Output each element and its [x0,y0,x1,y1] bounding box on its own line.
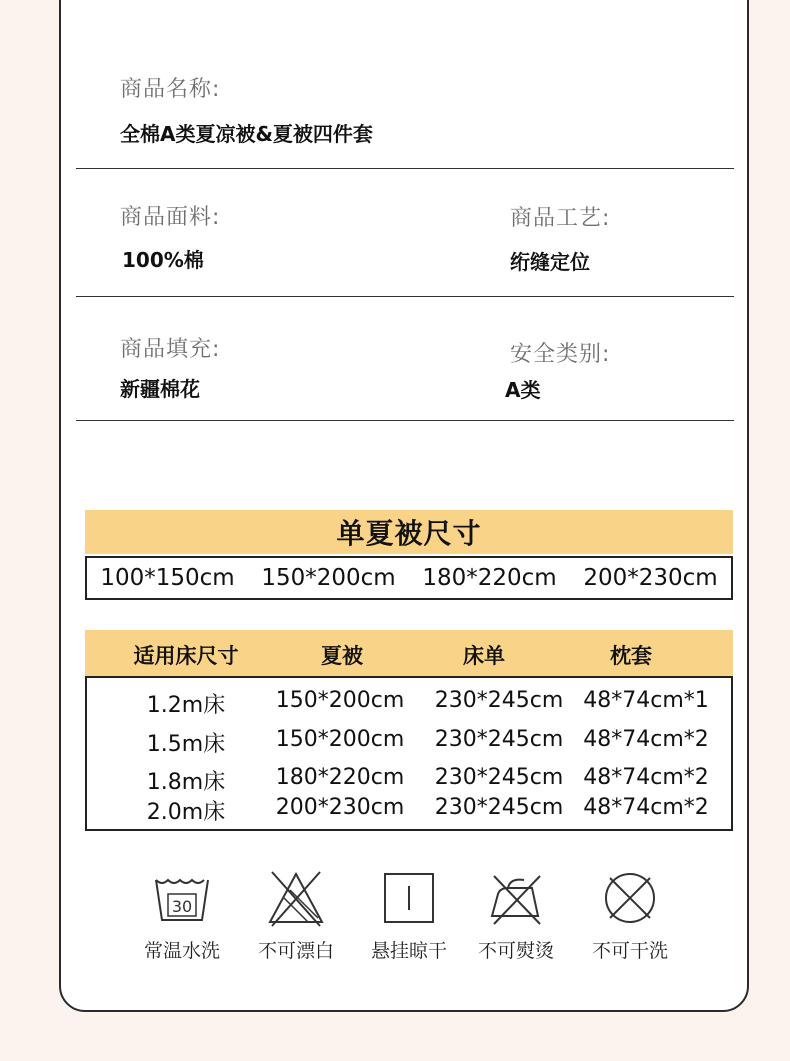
bed-size-cell: 1.5m床 [146,732,226,757]
bed-size-cell: 1.8m床 [146,770,226,795]
care-no-bleach [246,868,346,963]
quilt-cell: 200*230cm [275,795,405,820]
divider [76,168,734,169]
sheet-cell: 230*245cm [434,795,564,820]
pillowcase-cell: 48*74cm*2 [583,765,709,790]
pillowcase-cell: 48*74cm*2 [583,795,709,820]
care-wash [132,868,232,963]
no-bleach-icon [266,868,326,928]
craft-label: 商品工艺: [510,206,611,231]
quilt-cell: 150*200cm [275,688,405,713]
bed-size-cell: 2.0m床 [146,800,226,825]
care-label: 不可熨烫 [477,940,554,962]
header-pillowcase: 枕套 [610,644,652,668]
care-label: 常温水洗 [143,940,220,962]
header-bed-size: 适用床尺寸 [133,644,239,668]
product-info-card [59,0,749,1012]
set-table [85,676,733,831]
fabric-value: 100%棉 [122,248,204,272]
filling-label: 商品填充: [120,337,221,362]
single-quilt-title-band [85,510,733,554]
care-no-dry-clean [580,868,680,963]
product-name-label: 商品名称: [120,77,221,102]
pillowcase-cell: 48*74cm*1 [583,688,709,713]
care-label: 不可干洗 [591,940,668,962]
quilt-cell: 150*200cm [275,727,405,752]
header-sheet: 床单 [463,644,505,668]
care-label: 悬挂晾干 [370,940,447,962]
safety-value: A类 [505,378,541,402]
wash-temp: 30 [171,897,193,916]
sheet-cell: 230*245cm [434,765,564,790]
set-table-header [85,630,733,676]
no-dry-clean-icon [600,868,660,928]
divider [76,420,734,421]
hang-dry-icon [379,868,439,928]
fabric-label: 商品面料: [120,205,221,230]
single-quilt-title: 单夏被尺寸 [336,517,482,550]
pillowcase-cell: 48*74cm*2 [583,727,709,752]
sheet-cell: 230*245cm [434,727,564,752]
divider [76,296,734,297]
quilt-cell: 180*220cm [275,765,405,790]
filling-value: 新疆棉花 [120,377,200,401]
no-iron-icon [486,868,546,928]
size-option: 150*200cm [261,565,396,591]
size-option: 200*230cm [583,565,718,591]
safety-label: 安全类别: [510,342,611,367]
size-option: 180*220cm [422,565,557,591]
header-quilt: 夏被 [321,644,363,668]
care-no-iron [466,868,566,963]
size-option: 100*150cm [100,565,235,591]
care-label: 不可漂白 [257,940,334,962]
wash-30-icon [152,868,212,928]
care-hang-dry [359,868,459,963]
single-quilt-sizes [85,556,733,600]
craft-value: 绗缝定位 [510,250,590,274]
product-name-value: 全棉A类夏凉被&夏被四件套 [120,122,373,146]
sheet-cell: 230*245cm [434,688,564,713]
bed-size-cell: 1.2m床 [146,693,226,718]
